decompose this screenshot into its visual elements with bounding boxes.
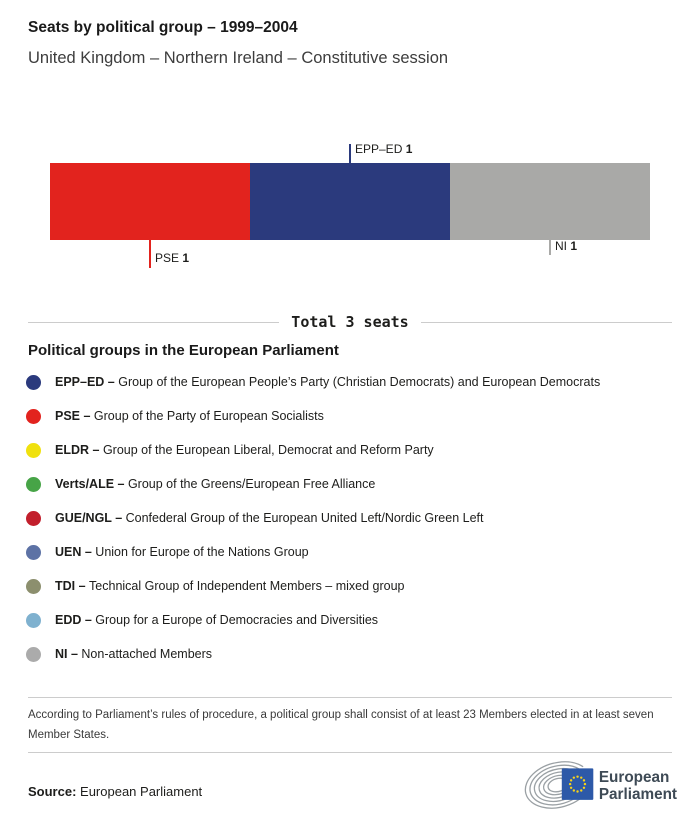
legend-item: [26, 501, 674, 535]
legend-color-dot: [26, 613, 41, 628]
legend-heading: Political groups in the European Parliament: [28, 342, 339, 359]
divider-line-right: [421, 322, 672, 323]
legend-item: [26, 637, 674, 671]
eu-flag-square: [562, 768, 594, 800]
source-line: [28, 784, 202, 799]
legend-item: [26, 467, 674, 501]
legend-color-dot: [26, 511, 41, 526]
legend-description: Group for a Europe of Democracies and Diversities: [95, 613, 379, 627]
legend-description: Non-attached Members: [81, 647, 213, 661]
seats-chart: [50, 140, 650, 272]
callout-label: NI 1: [555, 239, 578, 253]
callout-tick: [349, 144, 351, 163]
legend-color-dot: [26, 477, 41, 492]
bar-segment-ni: [450, 163, 650, 240]
legend-code: NI –: [55, 647, 82, 661]
legend-code: PSE –: [55, 409, 94, 423]
legend-description: Group of the Greens/European Free Alliance: [127, 477, 376, 491]
european-parliament-logo: [521, 758, 686, 817]
legend-description: Union for Europe of the Nations Group: [95, 545, 309, 559]
legend-item: [26, 603, 674, 637]
legend-code: EDD –: [55, 613, 96, 627]
legend-code: UEN –: [55, 545, 96, 559]
total-seats-row: [28, 313, 672, 331]
page-subtitle: United Kingdom – Northern Ireland – Constitutive session: [28, 49, 449, 67]
legend-description: Confederal Group of the European United Left/Nordic Green Left: [125, 511, 484, 525]
logo-text-line2: Parliament: [598, 785, 678, 803]
legend-color-dot: [26, 375, 41, 390]
footnote-divider: [28, 697, 672, 698]
legend-color-dot: [26, 409, 41, 424]
source-divider: [28, 752, 672, 753]
logo-text-line1: European: [598, 769, 670, 787]
legend-color-dot: [26, 647, 41, 662]
legend-color-dot: [26, 443, 41, 458]
hemicycle-logo-icon: [521, 758, 686, 812]
legend-code: Verts/ALE –: [55, 477, 128, 491]
legend-description: Group of the Party of European Socialists: [93, 409, 324, 423]
page-title: Seats by political group – 1999–2004: [28, 19, 298, 36]
legend-item: [26, 365, 674, 399]
callout-label: EPP–ED 1: [355, 142, 413, 156]
divider-line-left: [28, 322, 279, 323]
legend-item: [26, 433, 674, 467]
callout-tick: [549, 240, 551, 255]
callout-label: PSE 1: [155, 251, 190, 265]
source-label: Source:: [28, 784, 77, 799]
legend-description: Group of the European People’s Party (Christian Democrats) and European Democrats: [118, 375, 601, 389]
callout-tick: [149, 240, 151, 268]
bar-segment-pse: [50, 163, 250, 240]
source-value: European Parliament: [80, 784, 203, 799]
legend-code: ELDR –: [55, 443, 103, 457]
legend-item: [26, 569, 674, 603]
legend-description: Group of the European Liberal, Democrat and Reform Party: [102, 443, 434, 457]
stacked-bar: [50, 163, 650, 240]
bar-segment-epp-ed: [250, 163, 450, 240]
legend-item: [26, 535, 674, 569]
legend-code: EPP–ED –: [55, 375, 119, 389]
legend-item: [26, 399, 674, 433]
legend-color-dot: [26, 579, 41, 594]
legend-code: TDI –: [55, 579, 90, 593]
legend-description: Technical Group of Independent Members – mixed group: [89, 579, 405, 593]
legend-list: [26, 365, 674, 671]
footnote-text: According to Parliament’s rules of procedure, a political group shall consist of at least 23 Members elected in at least seven Member States.: [28, 709, 654, 741]
legend-code: GUE/NGL –: [55, 511, 126, 525]
legend-color-dot: [26, 545, 41, 560]
total-seats-label: Total 3 seats: [291, 313, 409, 331]
